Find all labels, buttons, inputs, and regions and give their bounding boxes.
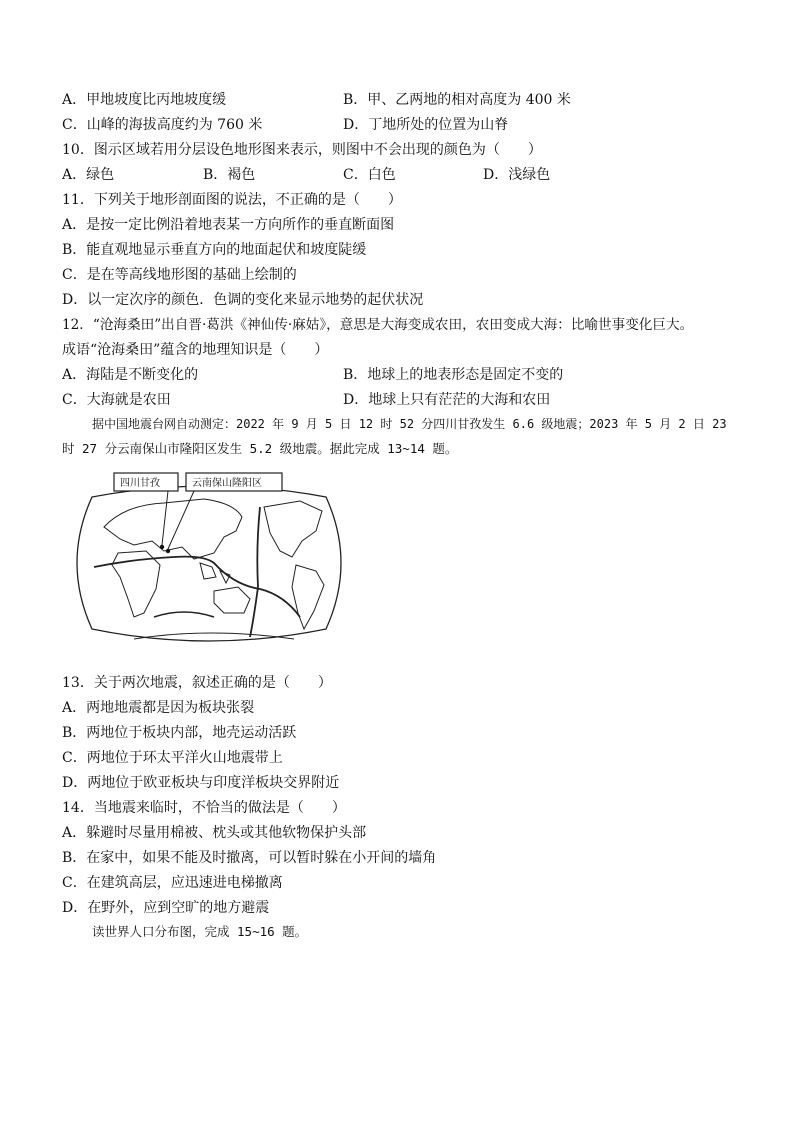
q14-option-c: C．在建筑高层，应迅速进电梯撤离 xyxy=(62,875,283,891)
plate-boundary xyxy=(94,557,300,617)
q12-option-c: C．大海就是农田 xyxy=(62,392,171,408)
material-13-14-line1: 据中国地震台网自动测定：2022 年 9 月 5 日 12 时 52 分四川甘孜发生 6.6 级地震；2023 年 5 月 2 日 23 xyxy=(92,417,727,431)
q11-option-c: C．是在等高线地形图的基础上绘制的 xyxy=(62,267,297,283)
q9-option-b: B．甲、乙两地的相对高度为 400 米 xyxy=(343,92,571,108)
plate-boundary xyxy=(250,507,260,637)
q11-option-a: A．是按一定比例沿着地表某一方向所作的垂直断面图 xyxy=(62,217,395,233)
q14-option-b: B．在家中，如果不能及时撤离，可以暂时躲在小开间的墙角 xyxy=(62,850,437,866)
material-15-16-line1: 读世界人口分布图，完成 15~16 题。 xyxy=(92,924,308,939)
q11-option-d: D．以一定次序的颜色．色调的变化来显示地势的起伏状况 xyxy=(62,292,424,308)
south-america-landmass xyxy=(292,565,324,629)
quake-point-sichuan xyxy=(160,545,164,549)
pointer-line-yunnan xyxy=(168,491,194,549)
label-yunnan: 云南保山隆阳区 xyxy=(192,478,262,489)
q14-option-d: D．在野外，应到空旷的地方避震 xyxy=(62,900,270,916)
quake-point-yunnan xyxy=(166,549,170,553)
q9-option-a: A．甲地坡度比丙地坡度缓 xyxy=(62,92,227,108)
q13-option-a: A．两地地震都是因为板块张裂 xyxy=(62,700,255,716)
q10-option-a: A．绿色 xyxy=(62,167,115,183)
label-sichuan: 四川甘孜 xyxy=(120,478,160,489)
q12-stem-line1: 12．“沧海桑田”出自晋·葛洪《神仙传·麻姑》，意思是大海变成农田，农田变成大海：比喻世事变化巨大。 xyxy=(62,317,694,333)
pointer-line-sichuan xyxy=(162,491,168,545)
world-plate-map xyxy=(64,467,354,659)
q10-stem: 10．图示区域若用分层设色地形图来表示，则图中不会出现的颜色为（ ） xyxy=(62,142,542,158)
q10-option-d: D．浅绿色 xyxy=(483,167,551,183)
q12-option-d: D．地球上只有茫茫的大海和农田 xyxy=(343,392,551,408)
q9-option-d: D．丁地所处的位置为山脊 xyxy=(343,117,509,133)
q11-stem: 11．下列关于地形剖面图的说法，不正确的是（ ） xyxy=(62,192,402,208)
north-america-landmass xyxy=(264,501,322,557)
q13-option-d: D．两地位于欧亚板块与印度洋板块交界附近 xyxy=(62,775,340,791)
q12-option-b: B．地球上的地表形态是固定不变的 xyxy=(343,367,564,383)
q13-stem: 13．关于两次地震，叙述正确的是（ ） xyxy=(62,675,332,691)
material-13-14-line2: 时 27 分云南保山市隆阳区发生 5.2 级地震。据此完成 13~14 题。 xyxy=(62,441,458,456)
q12-option-a: A．海陆是不断变化的 xyxy=(62,367,199,383)
eurasia-landmass xyxy=(104,499,242,559)
q14-stem: 14．当地震来临时，不恰当的做法是（ ） xyxy=(62,800,346,816)
australia-landmass xyxy=(214,587,250,613)
q11-option-b: B．能直观地显示垂直方向的地面起伏和坡度陡缓 xyxy=(62,242,367,258)
q10-option-b: B．褐色 xyxy=(203,167,256,183)
q13-option-b: B．两地位于板块内部，地壳运动活跃 xyxy=(62,725,297,741)
q13-option-c: C．两地位于环太平洋火山地震带上 xyxy=(62,750,283,766)
q9-option-c: C．山峰的海拔高度约为 760 米 xyxy=(62,117,263,133)
q12-stem-line2: 成语“沧海桑田”蕴含的地理知识是（ ） xyxy=(62,342,329,358)
q14-option-a: A．躲避时尽量用棉被、枕头或其他软物保护头部 xyxy=(62,825,367,841)
q10-option-c: C．白色 xyxy=(343,167,396,183)
plate-boundary xyxy=(154,612,214,617)
